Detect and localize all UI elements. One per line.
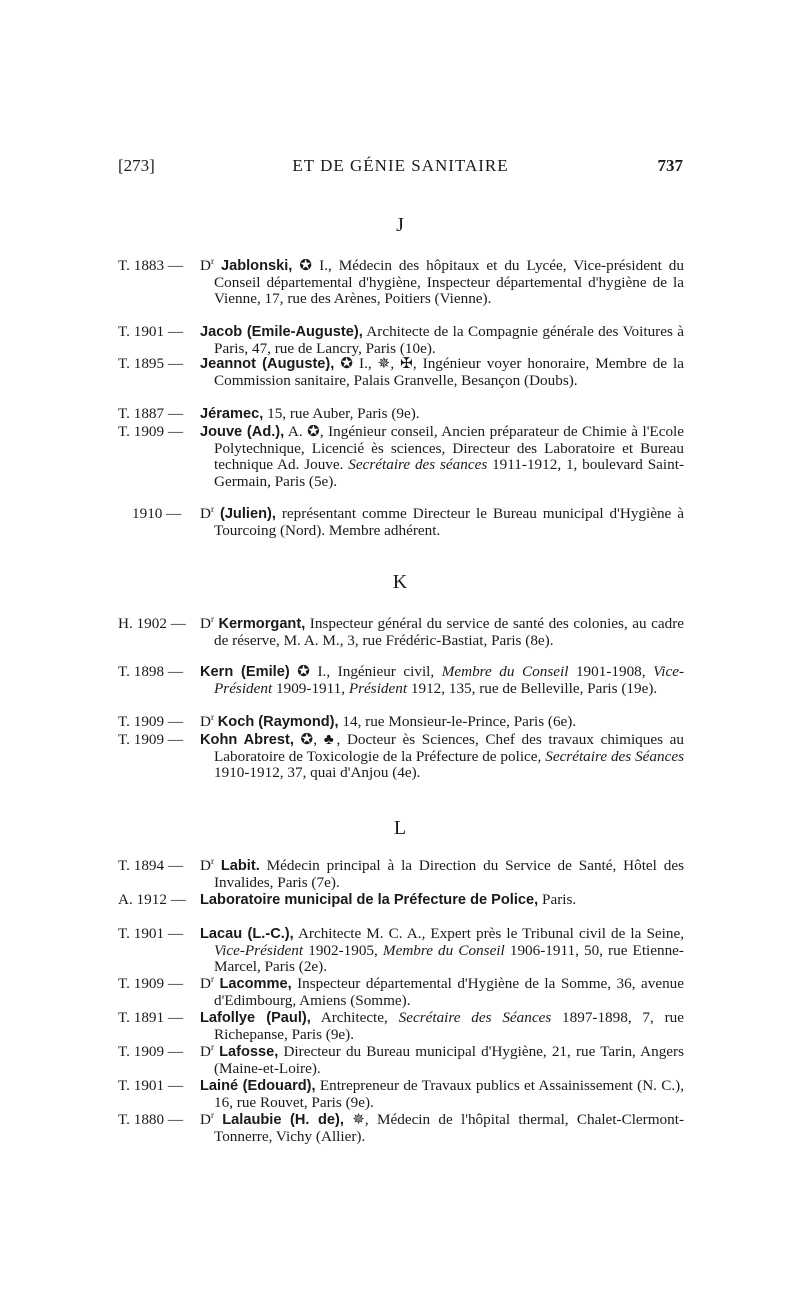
entry-code: T. 1901 — [118,323,184,340]
entry-code: T. 1909 — [118,731,184,748]
entry-code: T. 1909 — [118,1043,184,1060]
entry-laine: T. 1901 — Lainé (Edouard), Entrepreneur de Travaux publics et Assainissement (N. C.), 16, rue Rouvet, Paris (9e). [118,1077,684,1111]
entry-labit: T. 1894 — $D^r$ Labit. Médecin principal à la Direction du Service de Santé, Hôtel des Invalides, Paris (7e). [118,855,685,891]
entry-name: Kern (Emile) [200,664,290,680]
entry-code: T. 1898 — [118,663,184,680]
entry-name: Lalaubie (H. de), [222,1112,344,1128]
entry-koch: T. 1909 — $D^r$ Koch (Raymond), 14, rue Monsieur-le-Prince, Paris (6e). [118,711,577,730]
entry-code: H. 1902 — [118,615,186,632]
entry-laboratoire: A. 1912 — Laboratoire municipal de la Préfecture de Police, Paris. [118,891,577,908]
entry-name: (Julien), [219,506,276,522]
entry-name: Lafollye (Paul), [200,1010,311,1026]
entry-code: T. 1895 — [118,355,184,372]
entry-code: T. 1909 — [118,975,184,992]
entry-code: T. 1891 — [118,1009,184,1026]
page-number: 737 [657,156,683,175]
entry-jablonski: T. 1883 — $D^r$ Jablonski, ✪ I., Médecin des hôpitaux et du Lycée, Vice-président du Conseil départemental d'hygiène, Inspecteur départemental d'hygiène de la Vienne, 17, rue des Arènes, Poitiers (Vienne). [118,255,684,308]
entry-code: A. 1912 — [118,891,186,908]
entry-julien: 1910 — $D^r$ (Julien), représentant comme Directeur le Bureau municipal d'Hygiène à Tourcoing (Nord). Membre adhérent. [132,503,685,539]
entry-name: Jouve (Ad.), [200,424,285,440]
page-bracket-number: [273] [118,156,155,175]
entry-kern: T. 1898 — Kern (Emile) ✪ I., Ingénieur civil, Membre du Conseil 1901-1908, Vice-Président 1909-1911, Président 1912, 135, rue de Belleville, Paris (19e). [118,663,685,697]
entry-name: Labit. [220,858,260,874]
entry-code: T. 1909 — [118,423,184,440]
entry-name: Laboratoire municipal de la Préfecture de Police, [200,892,539,908]
entry-jeannot: T. 1895 — Jeannot (Auguste), ✪ I., ✵, ✠, Ingénieur voyer honoraire, Membre de la Commission sanitaire, Palais Granvelle, Besançon (Doubs). [118,355,685,389]
entry-lacomme: T. 1909 — $D^r$ Lacomme, Inspecteur départemental d'Hygiène de la Somme, 36, avenue d'Edimbourg, Amiens (Somme). [118,973,684,1009]
section-letter-k: K [392,571,408,593]
entry-code: T. 1901 — [118,925,184,942]
section-letter-l: L [393,817,407,839]
entry-code: T. 1901 — [118,1077,184,1094]
entry-code: T. 1894 — [118,857,184,874]
entry-jouve: T. 1909 — Jouve (Ad.), A. ✪, Ingénieur conseil, Ancien préparateur de Chimie à l'Ecole Polytechnique, Licencié ès sciences, Directeur des Laboratoire et Bureau technique Ad. Jouve. Secrétaire des séances 1911-1912, 1, boulevard Saint-Germain, Paris (5e). [118,423,685,490]
entry-lafollye: T. 1891 — Lafollye (Paul), Architecte, Secrétaire des Séances 1897-1898, 7, rue Richepanse, Paris (9e). [118,1009,685,1043]
running-header [118,156,683,180]
entry-lalaubie: T. 1880 — $D^r$ Lalaubie (H. de), ✵, Médecin de l'hôpital thermal, Chalet-Clermont-Tonnerre, Vichy (Allier). [118,1109,684,1145]
entry-code: T. 1909 — [118,713,184,730]
entry-name: Jeannot (Auguste), [200,356,335,372]
entry-kohn: T. 1909 — Kohn Abrest, ✪, ♣, Docteur ès Sciences, Chef des travaux chimiques au Laboratoire de Toxicologie de la Préfecture de police, Secrétaire des Séances 1910-1912, 37, quai d'Anjou (4e). [118,731,685,782]
entry-name: Jacob (Emile-Auguste), [200,324,363,340]
entry-name: Lainé (Edouard), [200,1078,316,1094]
entry-jeramec: T. 1887 — Jéramec, 15, rue Auber, Paris (9e). [118,405,420,422]
entry-name: Kermorgant, [218,616,306,632]
entry-name: Lacomme, [219,976,292,992]
entry-name: Jablonski, [220,258,293,274]
running-title: ET DE GÉNIE SANITAIRE [292,156,509,175]
entry-name: Lacau (L.-C.), [200,926,294,942]
entry-lacau: T. 1901 — Lacau (L.-C.), Architecte M. C. A., Expert près le Tribunal civil de la Seine, Vice-Président 1902-1905, Membre du Conseil 1906-1911, 50, rue Etienne-Marcel, Paris (2e). [118,925,684,976]
entry-code: T. 1883 — [118,257,184,274]
entry-lafosse: T. 1909 — $D^r$ Lafosse, Directeur du Bureau municipal d'Hygiène, 21, rue Tarin, Angers (Maine-et-Loire). [118,1041,684,1077]
entry-name: Jéramec, [200,406,264,422]
entry-code: T. 1880 — [118,1111,184,1128]
entry-code: 1910 — [132,505,182,522]
entry-jacob: T. 1901 — Jacob (Emile-Auguste), Architecte de la Compagnie générale des Voitures à Paris, 47, rue de Lancry, Paris (10e). [118,323,684,357]
entry-kermorgant: H. 1902 — $D^r$ Kermorgant, Inspecteur général du service de santé des colonies, au cadre de réserve, M. A. M., 3, rue Frédéric-Bastiat, Paris (8e). [118,613,684,649]
entry-name: Koch (Raymond), [217,714,339,730]
entry-name: Lafosse, [219,1044,279,1060]
entry-name: Kohn Abrest, [200,732,294,748]
entry-code: T. 1887 — [118,405,184,422]
section-letter-j: J [396,214,404,236]
